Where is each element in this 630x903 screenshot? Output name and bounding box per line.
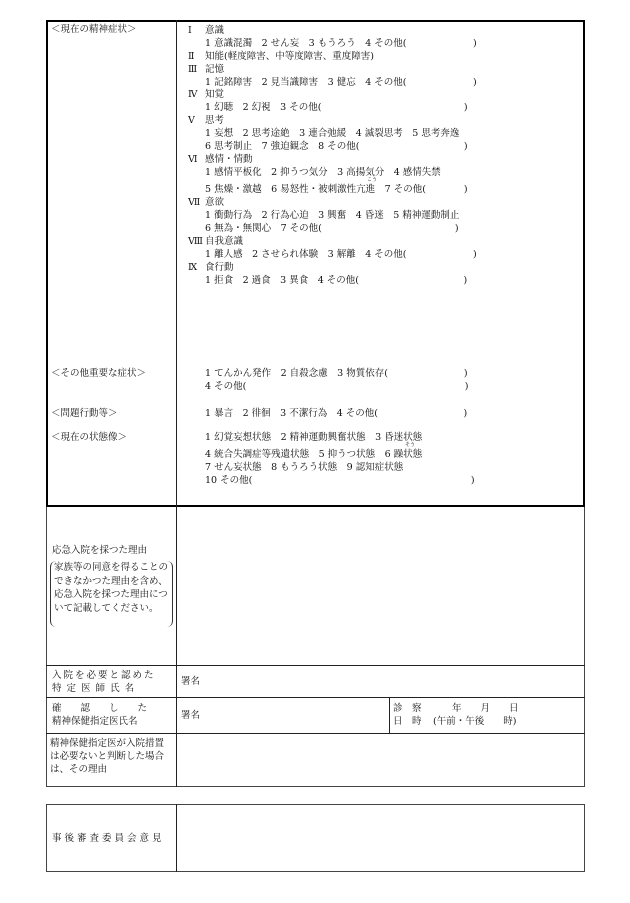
item-title-5: 思考 [205, 115, 225, 126]
ruby-kou: こう [367, 177, 378, 183]
item-line-5-2: 6 思考制止 7 強迫観念 8 その他( ) [205, 141, 468, 152]
other-line-2: 4 その他( ) [205, 381, 469, 392]
exam-label-1: 診 察 [393, 703, 422, 714]
item-title-4: 知覚 [205, 89, 225, 100]
item-title-6: 感情・情動 [205, 154, 253, 165]
doctor-sign-label: 署名 [181, 676, 201, 687]
not-needed-label: 精神保健指定医が入院措置は必要ないと判断した場合は、その理由 [50, 738, 165, 775]
item-line-1-1: 1 意識混濁 2 せん妄 3 もうろう 4 その他( ) [205, 38, 477, 49]
exam-time[interactable]: (午前・午後 時) [433, 716, 517, 727]
state-line-3: 7 せん妄状態 8 もうろう状態 9 認知症状態 [205, 462, 404, 473]
problem-line-1: 1 暴言 2 徘徊 3 不潔行為 4 その他( ) [205, 408, 468, 419]
reason-label: 応急入院を採つた理由 [52, 545, 148, 556]
confirm-sign-label: 署名 [181, 710, 201, 721]
confirm-label-2: 精神保健指定医氏名 [52, 716, 138, 727]
item-title-1: 意識 [205, 25, 225, 36]
other-line-1: 1 てんかん発作 2 自殺念慮 3 物質依存( ) [205, 368, 468, 379]
committee-label: 事後審査委員会意見 [52, 833, 165, 844]
exam-date[interactable]: 年 月 日 [452, 703, 519, 714]
state-line-2: 4 統合失調症等残遺状態 5 抑うつ状態 6 躁状態 [205, 449, 423, 460]
exam-label-2: 日 時 [393, 716, 422, 727]
item-num-8: Ⅷ [188, 236, 203, 247]
state-line-4: 10 その他( ) [205, 475, 475, 486]
state-line-1: 1 幻覚妄想状態 2 精神運動興奮状態 3 昏迷状態 [205, 432, 423, 443]
item-line-7-1: 1 衝動行為 2 行為心迫 3 興奮 4 昏迷 5 精神運動制止 [205, 210, 460, 221]
item-line-9-1: 1 拒食 2 過食 3 異食 4 その他( ) [205, 275, 468, 286]
item-num-9: Ⅸ [188, 262, 198, 273]
item-title-3: 記憶 [205, 64, 225, 75]
committee-input-area[interactable] [178, 806, 583, 870]
item-title-2: 知能(軽度障害、中等度障害、重度障害) [205, 51, 374, 62]
not-needed-input-area[interactable] [178, 735, 583, 786]
reason-input-area[interactable] [178, 509, 583, 664]
symptoms-divider [176, 20, 177, 507]
item-num-5: Ⅴ [188, 115, 195, 126]
item-line-5-1: 1 妄想 2 思考途絶 3 連合弛緩 4 滅裂思考 5 思考奔逸 [205, 128, 460, 139]
item-num-1: Ⅰ [188, 25, 192, 36]
item-num-2: Ⅱ [188, 51, 195, 62]
item-title-8: 自我意識 [205, 236, 244, 247]
item-num-3: Ⅲ [188, 64, 198, 75]
item-line-4-1: 1 幻聴 2 幻視 3 その他( ) [205, 102, 468, 113]
item-num-6: Ⅵ [188, 154, 198, 165]
item-line-6-1: 1 感情平板化 2 抑うつ気分 3 高揚気分 4 感情失禁 [205, 167, 441, 178]
other-symptoms-label: ＜その他重要な症状＞ [51, 368, 147, 379]
item-num-7: Ⅶ [188, 197, 201, 208]
confirm-sign-field[interactable] [205, 699, 387, 732]
ruby-sou: そう [405, 442, 416, 448]
reason-note: 家族等の同意を得ることのできなかつた理由を含め、応急入院を採つた理由について記載してください。 [50, 561, 173, 627]
confirm-label-1: 確 認 し た [52, 703, 148, 714]
doctor-label-2: 特 定 医 師 氏 名 [52, 683, 136, 694]
item-num-4: Ⅳ [188, 89, 198, 100]
item-title-9: 食行動 [205, 262, 234, 273]
item-line-7-2: 6 無為・無関心 7 その他( ) [205, 223, 459, 234]
doctor-sign-field[interactable] [205, 667, 583, 696]
item-line-3-1: 1 記銘障害 2 見当識障害 3 健忘 4 その他( ) [205, 77, 477, 88]
doctor-label-1: 入院を必要と認めた [52, 670, 156, 681]
current-state-label: ＜現在の状態像＞ [51, 432, 128, 443]
item-line-8-1: 1 離人感 2 させられ体験 3 解離 4 その他( ) [205, 249, 477, 260]
problem-behavior-label: ＜問題行動等＞ [51, 408, 118, 419]
item-title-7: 意欲 [205, 197, 225, 208]
item-line-6-2: 5 焦燥・激越 6 易怒性・被刺激性亢進 7 その他( ) [205, 184, 468, 195]
mental-symptoms-label: ＜現在の精神症状＞ [51, 24, 137, 35]
